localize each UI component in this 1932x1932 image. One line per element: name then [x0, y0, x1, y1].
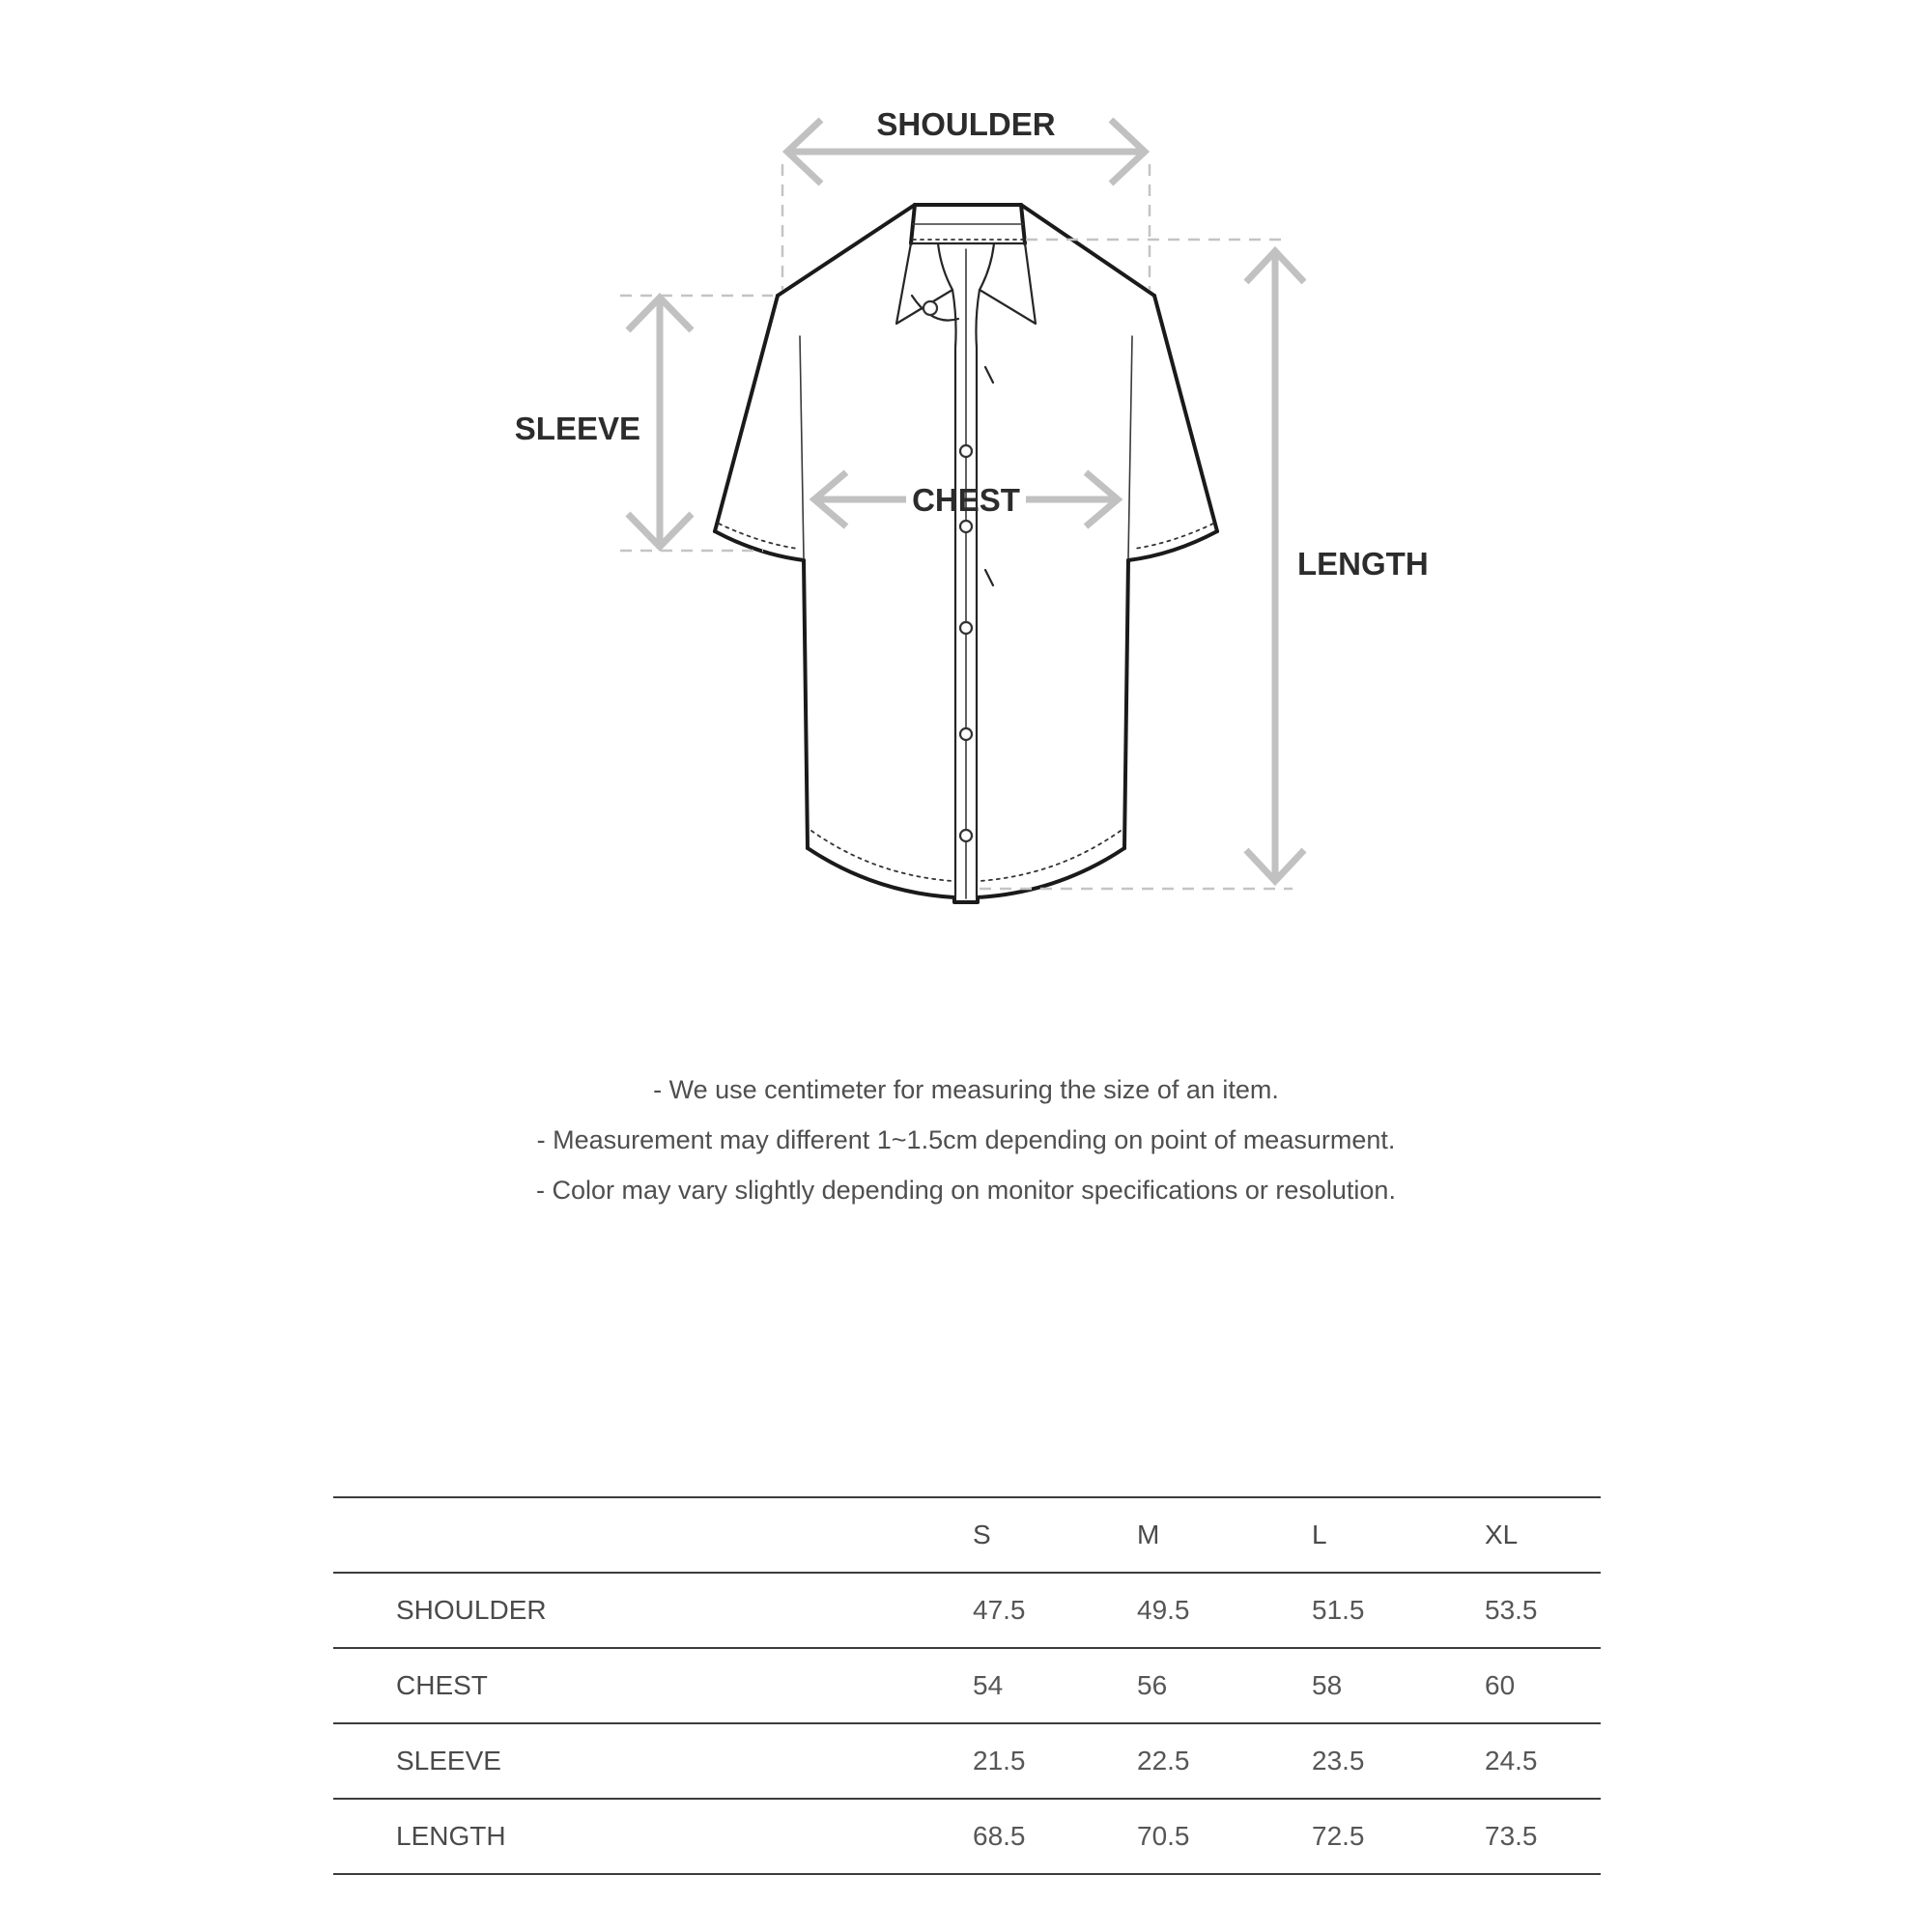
- chest-measure-label: CHEST: [912, 482, 1020, 518]
- shirt-illustration: [715, 205, 1217, 902]
- table-row-chest: [333, 1649, 1601, 1724]
- length-arrow: [1246, 251, 1304, 881]
- col-header-s: S: [973, 1520, 991, 1549]
- value-chest-l: 58: [1312, 1670, 1343, 1700]
- row-label: CHEST: [396, 1670, 488, 1700]
- value-chest-xl: 60: [1485, 1670, 1516, 1700]
- shoulder-measure-label: SHOULDER: [876, 106, 1056, 142]
- size-notes: [0, 1065, 1932, 1215]
- value-chest-m: 56: [1137, 1670, 1168, 1700]
- row-label: SLEEVE: [396, 1746, 501, 1776]
- row-label: LENGTH: [396, 1821, 506, 1851]
- value-shoulder-l: 51.5: [1312, 1595, 1365, 1625]
- col-header-m: M: [1137, 1520, 1160, 1549]
- value-sleeve-s: 21.5: [973, 1746, 1026, 1776]
- value-shoulder-m: 49.5: [1137, 1595, 1190, 1625]
- sleeve-measure-label: SLEEVE: [514, 411, 640, 446]
- col-header-xl: XL: [1485, 1520, 1519, 1549]
- note-line-2: - Measurement may different 1~1.5cm depending on point of measurment.: [536, 1125, 1396, 1154]
- value-chest-s: 54: [973, 1670, 1004, 1700]
- value-sleeve-l: 23.5: [1312, 1746, 1365, 1776]
- value-length-l: 72.5: [1312, 1821, 1365, 1851]
- value-length-xl: 73.5: [1485, 1821, 1538, 1851]
- table-header-row: [333, 1498, 1601, 1574]
- value-sleeve-m: 22.5: [1137, 1746, 1190, 1776]
- row-label: SHOULDER: [396, 1595, 547, 1625]
- table-row-length: [333, 1800, 1601, 1875]
- value-length-m: 70.5: [1137, 1821, 1190, 1851]
- col-header-l: L: [1312, 1520, 1327, 1549]
- value-shoulder-s: 47.5: [973, 1595, 1026, 1625]
- value-shoulder-xl: 53.5: [1485, 1595, 1538, 1625]
- table-row-shoulder: [333, 1574, 1601, 1649]
- note-line-3: - Color may vary slightly depending on monitor specifications or resolution.: [536, 1176, 1396, 1205]
- note-line-1: - We use centimeter for measuring the size of an item.: [653, 1075, 1279, 1104]
- value-length-s: 68.5: [973, 1821, 1026, 1851]
- length-measure-label: LENGTH: [1297, 546, 1429, 582]
- value-sleeve-xl: 24.5: [1485, 1746, 1538, 1776]
- size-table: [333, 1496, 1601, 1875]
- table-row-sleeve: [333, 1724, 1601, 1800]
